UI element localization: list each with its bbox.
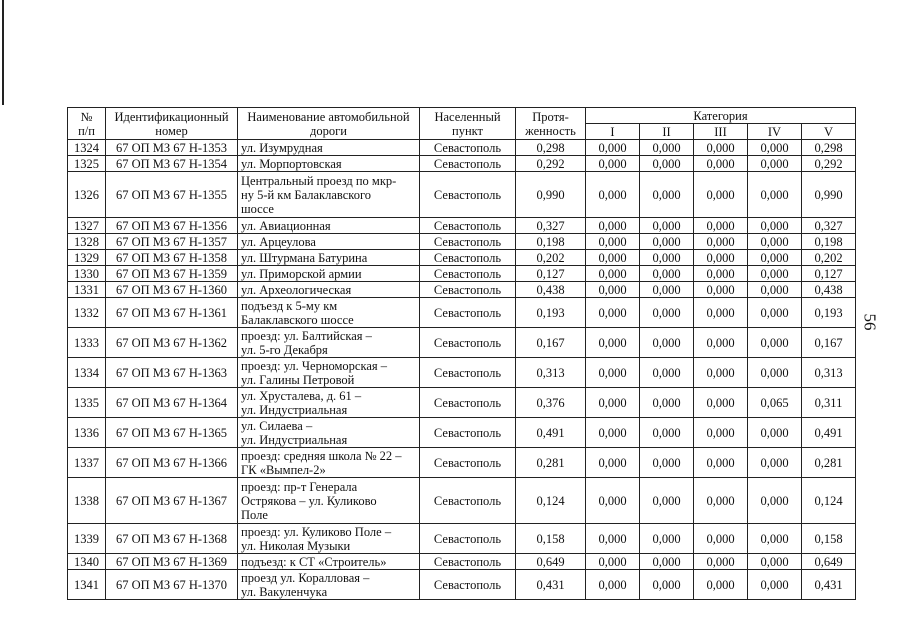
cell-settlement: Севастополь bbox=[420, 388, 516, 418]
cell-category-5: 0,202 bbox=[802, 250, 856, 266]
cell-category-5: 0,298 bbox=[802, 140, 856, 156]
table-row bbox=[68, 554, 856, 570]
cell-id: 67 ОП МЗ 67 Н-1370 bbox=[106, 570, 238, 600]
cell-category-2: 0,000 bbox=[640, 478, 694, 524]
cell-length: 0,292 bbox=[516, 156, 586, 172]
cell-settlement: Севастополь bbox=[420, 140, 516, 156]
cell-category-2: 0,000 bbox=[640, 570, 694, 600]
table-row bbox=[68, 358, 856, 388]
cell-id: 67 ОП МЗ 67 Н-1369 bbox=[106, 554, 238, 570]
table-row bbox=[68, 172, 856, 218]
cell-category-5: 0,158 bbox=[802, 524, 856, 554]
table-row bbox=[68, 570, 856, 600]
cell-settlement: Севастополь bbox=[420, 156, 516, 172]
header-category-2: II bbox=[640, 124, 694, 140]
cell-category-1: 0,000 bbox=[586, 388, 640, 418]
table-row bbox=[68, 234, 856, 250]
cell-category-4: 0,000 bbox=[748, 250, 802, 266]
cell-settlement: Севастополь bbox=[420, 524, 516, 554]
cell-category-5: 0,127 bbox=[802, 266, 856, 282]
cell-category-4: 0,000 bbox=[748, 524, 802, 554]
cell-number: 1336 bbox=[68, 418, 106, 448]
cell-length: 0,327 bbox=[516, 218, 586, 234]
cell-category-4: 0,000 bbox=[748, 172, 802, 218]
cell-category-2: 0,000 bbox=[640, 250, 694, 266]
cell-category-3: 0,000 bbox=[694, 388, 748, 418]
cell-length: 0,649 bbox=[516, 554, 586, 570]
cell-category-2: 0,000 bbox=[640, 554, 694, 570]
cell-category-5: 0,990 bbox=[802, 172, 856, 218]
table-row bbox=[68, 524, 856, 554]
cell-length: 0,202 bbox=[516, 250, 586, 266]
cell-category-4: 0,000 bbox=[748, 282, 802, 298]
cell-category-2: 0,000 bbox=[640, 448, 694, 478]
cell-road-name: проезд: ул. Черноморская – ул. Галины Петровой bbox=[238, 358, 420, 388]
cell-category-5: 0,491 bbox=[802, 418, 856, 448]
cell-category-2: 0,000 bbox=[640, 156, 694, 172]
page-number: 56 bbox=[860, 313, 880, 331]
cell-category-2: 0,000 bbox=[640, 282, 694, 298]
cell-category-5: 0,313 bbox=[802, 358, 856, 388]
cell-category-3: 0,000 bbox=[694, 282, 748, 298]
cell-category-3: 0,000 bbox=[694, 266, 748, 282]
cell-category-1: 0,000 bbox=[586, 328, 640, 358]
table-row bbox=[68, 418, 856, 448]
cell-category-3: 0,000 bbox=[694, 524, 748, 554]
cell-category-3: 0,000 bbox=[694, 478, 748, 524]
table-row bbox=[68, 218, 856, 234]
cell-id: 67 ОП МЗ 67 Н-1364 bbox=[106, 388, 238, 418]
cell-road-name: проезд: пр-т Генерала Острякова – ул. Куликово Поле bbox=[238, 478, 420, 524]
cell-road-name: ул. Арцеулова bbox=[238, 234, 420, 250]
cell-category-1: 0,000 bbox=[586, 418, 640, 448]
cell-number: 1331 bbox=[68, 282, 106, 298]
cell-category-2: 0,000 bbox=[640, 172, 694, 218]
cell-category-3: 0,000 bbox=[694, 554, 748, 570]
cell-category-4: 0,000 bbox=[748, 298, 802, 328]
cell-category-5: 0,292 bbox=[802, 156, 856, 172]
cell-settlement: Севастополь bbox=[420, 358, 516, 388]
cell-id: 67 ОП МЗ 67 Н-1365 bbox=[106, 418, 238, 448]
cell-number: 1334 bbox=[68, 358, 106, 388]
cell-category-3: 0,000 bbox=[694, 140, 748, 156]
cell-category-1: 0,000 bbox=[586, 524, 640, 554]
cell-number: 1338 bbox=[68, 478, 106, 524]
table-row bbox=[68, 448, 856, 478]
cell-category-5: 0,193 bbox=[802, 298, 856, 328]
cell-category-4: 0,000 bbox=[748, 328, 802, 358]
cell-id: 67 ОП МЗ 67 Н-1359 bbox=[106, 266, 238, 282]
cell-number: 1339 bbox=[68, 524, 106, 554]
cell-category-3: 0,000 bbox=[694, 358, 748, 388]
cell-number: 1326 bbox=[68, 172, 106, 218]
cell-number: 1324 bbox=[68, 140, 106, 156]
cell-id: 67 ОП МЗ 67 Н-1360 bbox=[106, 282, 238, 298]
cell-length: 0,124 bbox=[516, 478, 586, 524]
cell-settlement: Севастополь bbox=[420, 234, 516, 250]
header-length: Протя- женность bbox=[516, 108, 586, 140]
cell-settlement: Севастополь bbox=[420, 328, 516, 358]
cell-length: 0,376 bbox=[516, 388, 586, 418]
cell-category-2: 0,000 bbox=[640, 140, 694, 156]
roads-table bbox=[67, 107, 856, 600]
cell-id: 67 ОП МЗ 67 Н-1354 bbox=[106, 156, 238, 172]
cell-category-1: 0,000 bbox=[586, 554, 640, 570]
cell-road-name: подъезд: к СТ «Строитель» bbox=[238, 554, 420, 570]
cell-settlement: Севастополь bbox=[420, 554, 516, 570]
cell-road-name: проезд: ул. Куликово Поле – ул. Николая Музыки bbox=[238, 524, 420, 554]
cell-id: 67 ОП МЗ 67 Н-1358 bbox=[106, 250, 238, 266]
cell-settlement: Севастополь bbox=[420, 282, 516, 298]
cell-number: 1340 bbox=[68, 554, 106, 570]
cell-category-2: 0,000 bbox=[640, 218, 694, 234]
cell-category-2: 0,000 bbox=[640, 266, 694, 282]
header-category-1: I bbox=[586, 124, 640, 140]
cell-settlement: Севастополь bbox=[420, 266, 516, 282]
cell-category-5: 0,649 bbox=[802, 554, 856, 570]
cell-category-1: 0,000 bbox=[586, 140, 640, 156]
cell-category-1: 0,000 bbox=[586, 478, 640, 524]
cell-settlement: Севастополь bbox=[420, 570, 516, 600]
cell-length: 0,491 bbox=[516, 418, 586, 448]
cell-category-3: 0,000 bbox=[694, 298, 748, 328]
cell-category-3: 0,000 bbox=[694, 250, 748, 266]
cell-id: 67 ОП МЗ 67 Н-1356 bbox=[106, 218, 238, 234]
cell-road-name: ул. Изумрудная bbox=[238, 140, 420, 156]
cell-id: 67 ОП МЗ 67 Н-1361 bbox=[106, 298, 238, 328]
cell-id: 67 ОП МЗ 67 Н-1363 bbox=[106, 358, 238, 388]
cell-road-name: проезд: ул. Балтийская – ул. 5-го Декабря bbox=[238, 328, 420, 358]
cell-id: 67 ОП МЗ 67 Н-1355 bbox=[106, 172, 238, 218]
cell-category-5: 0,431 bbox=[802, 570, 856, 600]
cell-number: 1333 bbox=[68, 328, 106, 358]
cell-category-5: 0,311 bbox=[802, 388, 856, 418]
header-settlement: Населенный пункт bbox=[420, 108, 516, 140]
cell-settlement: Севастополь bbox=[420, 448, 516, 478]
cell-category-4: 0,000 bbox=[748, 570, 802, 600]
cell-length: 0,298 bbox=[516, 140, 586, 156]
cell-road-name: ул. Авиационная bbox=[238, 218, 420, 234]
cell-road-name: проезд: средняя школа № 22 – ГК «Вымпел-2» bbox=[238, 448, 420, 478]
header-road-name: Наименование автомобильной дороги bbox=[238, 108, 420, 140]
cell-category-4: 0,000 bbox=[748, 448, 802, 478]
cell-category-3: 0,000 bbox=[694, 448, 748, 478]
cell-category-3: 0,000 bbox=[694, 156, 748, 172]
cell-category-4: 0,000 bbox=[748, 358, 802, 388]
cell-category-4: 0,000 bbox=[748, 218, 802, 234]
cell-length: 0,167 bbox=[516, 328, 586, 358]
cell-length: 0,193 bbox=[516, 298, 586, 328]
cell-number: 1332 bbox=[68, 298, 106, 328]
cell-road-name: ул. Приморской армии bbox=[238, 266, 420, 282]
cell-category-1: 0,000 bbox=[586, 358, 640, 388]
cell-road-name: ул. Археологическая bbox=[238, 282, 420, 298]
cell-category-1: 0,000 bbox=[586, 218, 640, 234]
cell-category-4: 0,000 bbox=[748, 140, 802, 156]
header-number: № п/п bbox=[68, 108, 106, 140]
header-category-3: III bbox=[694, 124, 748, 140]
cell-length: 0,438 bbox=[516, 282, 586, 298]
scan-edge-line bbox=[2, 0, 4, 105]
cell-category-4: 0,000 bbox=[748, 266, 802, 282]
cell-id: 67 ОП МЗ 67 Н-1353 bbox=[106, 140, 238, 156]
cell-category-4: 0,000 bbox=[748, 156, 802, 172]
cell-road-name: ул. Морпортовская bbox=[238, 156, 420, 172]
cell-id: 67 ОП МЗ 67 Н-1362 bbox=[106, 328, 238, 358]
cell-category-1: 0,000 bbox=[586, 156, 640, 172]
cell-category-2: 0,000 bbox=[640, 234, 694, 250]
cell-road-name: Центральный проезд по мкр- ну 5-й км Балаклавского шоссе bbox=[238, 172, 420, 218]
table-row bbox=[68, 266, 856, 282]
cell-id: 67 ОП МЗ 67 Н-1357 bbox=[106, 234, 238, 250]
cell-category-4: 0,000 bbox=[748, 418, 802, 448]
cell-settlement: Севастополь bbox=[420, 172, 516, 218]
table-row bbox=[68, 250, 856, 266]
header-category: Категория bbox=[586, 108, 856, 124]
cell-length: 0,431 bbox=[516, 570, 586, 600]
cell-category-3: 0,000 bbox=[694, 328, 748, 358]
cell-category-1: 0,000 bbox=[586, 250, 640, 266]
cell-category-1: 0,000 bbox=[586, 298, 640, 328]
cell-category-4: 0,065 bbox=[748, 388, 802, 418]
cell-settlement: Севастополь bbox=[420, 478, 516, 524]
cell-category-2: 0,000 bbox=[640, 524, 694, 554]
cell-category-5: 0,124 bbox=[802, 478, 856, 524]
cell-number: 1327 bbox=[68, 218, 106, 234]
cell-id: 67 ОП МЗ 67 Н-1366 bbox=[106, 448, 238, 478]
cell-category-1: 0,000 bbox=[586, 570, 640, 600]
cell-road-name: ул. Силаева – ул. Индустриальная bbox=[238, 418, 420, 448]
cell-category-2: 0,000 bbox=[640, 358, 694, 388]
cell-number: 1330 bbox=[68, 266, 106, 282]
cell-category-1: 0,000 bbox=[586, 234, 640, 250]
cell-category-1: 0,000 bbox=[586, 266, 640, 282]
cell-category-2: 0,000 bbox=[640, 328, 694, 358]
cell-category-4: 0,000 bbox=[748, 234, 802, 250]
cell-category-2: 0,000 bbox=[640, 418, 694, 448]
cell-settlement: Севастополь bbox=[420, 250, 516, 266]
cell-length: 0,990 bbox=[516, 172, 586, 218]
cell-category-5: 0,167 bbox=[802, 328, 856, 358]
cell-category-1: 0,000 bbox=[586, 448, 640, 478]
cell-category-3: 0,000 bbox=[694, 570, 748, 600]
cell-category-5: 0,198 bbox=[802, 234, 856, 250]
cell-category-5: 0,438 bbox=[802, 282, 856, 298]
cell-number: 1337 bbox=[68, 448, 106, 478]
cell-category-4: 0,000 bbox=[748, 554, 802, 570]
cell-road-name: проезд ул. Коралловая – ул. Вакуленчука bbox=[238, 570, 420, 600]
cell-length: 0,198 bbox=[516, 234, 586, 250]
cell-length: 0,281 bbox=[516, 448, 586, 478]
cell-length: 0,158 bbox=[516, 524, 586, 554]
cell-category-1: 0,000 bbox=[586, 282, 640, 298]
cell-road-name: ул. Штурмана Батурина bbox=[238, 250, 420, 266]
cell-category-3: 0,000 bbox=[694, 418, 748, 448]
cell-length: 0,127 bbox=[516, 266, 586, 282]
cell-number: 1335 bbox=[68, 388, 106, 418]
header-id: Идентификационный номер bbox=[106, 108, 238, 140]
cell-category-1: 0,000 bbox=[586, 172, 640, 218]
table-row bbox=[68, 282, 856, 298]
cell-number: 1325 bbox=[68, 156, 106, 172]
cell-category-5: 0,281 bbox=[802, 448, 856, 478]
cell-category-3: 0,000 bbox=[694, 218, 748, 234]
cell-road-name: ул. Хрусталева, д. 61 – ул. Индустриальная bbox=[238, 388, 420, 418]
cell-settlement: Севастополь bbox=[420, 298, 516, 328]
header-category-4: IV bbox=[748, 124, 802, 140]
cell-category-3: 0,000 bbox=[694, 172, 748, 218]
header-category-5: V bbox=[802, 124, 856, 140]
cell-category-3: 0,000 bbox=[694, 234, 748, 250]
cell-category-2: 0,000 bbox=[640, 388, 694, 418]
cell-settlement: Севастополь bbox=[420, 418, 516, 448]
cell-number: 1329 bbox=[68, 250, 106, 266]
table-row bbox=[68, 478, 856, 524]
cell-number: 1328 bbox=[68, 234, 106, 250]
cell-settlement: Севастополь bbox=[420, 218, 516, 234]
table-row bbox=[68, 328, 856, 358]
table-row bbox=[68, 298, 856, 328]
cell-number: 1341 bbox=[68, 570, 106, 600]
table-body bbox=[68, 140, 856, 600]
cell-category-4: 0,000 bbox=[748, 478, 802, 524]
cell-category-5: 0,327 bbox=[802, 218, 856, 234]
cell-road-name: подъезд к 5-му км Балаклавского шоссе bbox=[238, 298, 420, 328]
cell-id: 67 ОП МЗ 67 Н-1368 bbox=[106, 524, 238, 554]
table-row bbox=[68, 156, 856, 172]
cell-category-2: 0,000 bbox=[640, 298, 694, 328]
cell-length: 0,313 bbox=[516, 358, 586, 388]
cell-id: 67 ОП МЗ 67 Н-1367 bbox=[106, 478, 238, 524]
table-row bbox=[68, 388, 856, 418]
table-row bbox=[68, 140, 856, 156]
